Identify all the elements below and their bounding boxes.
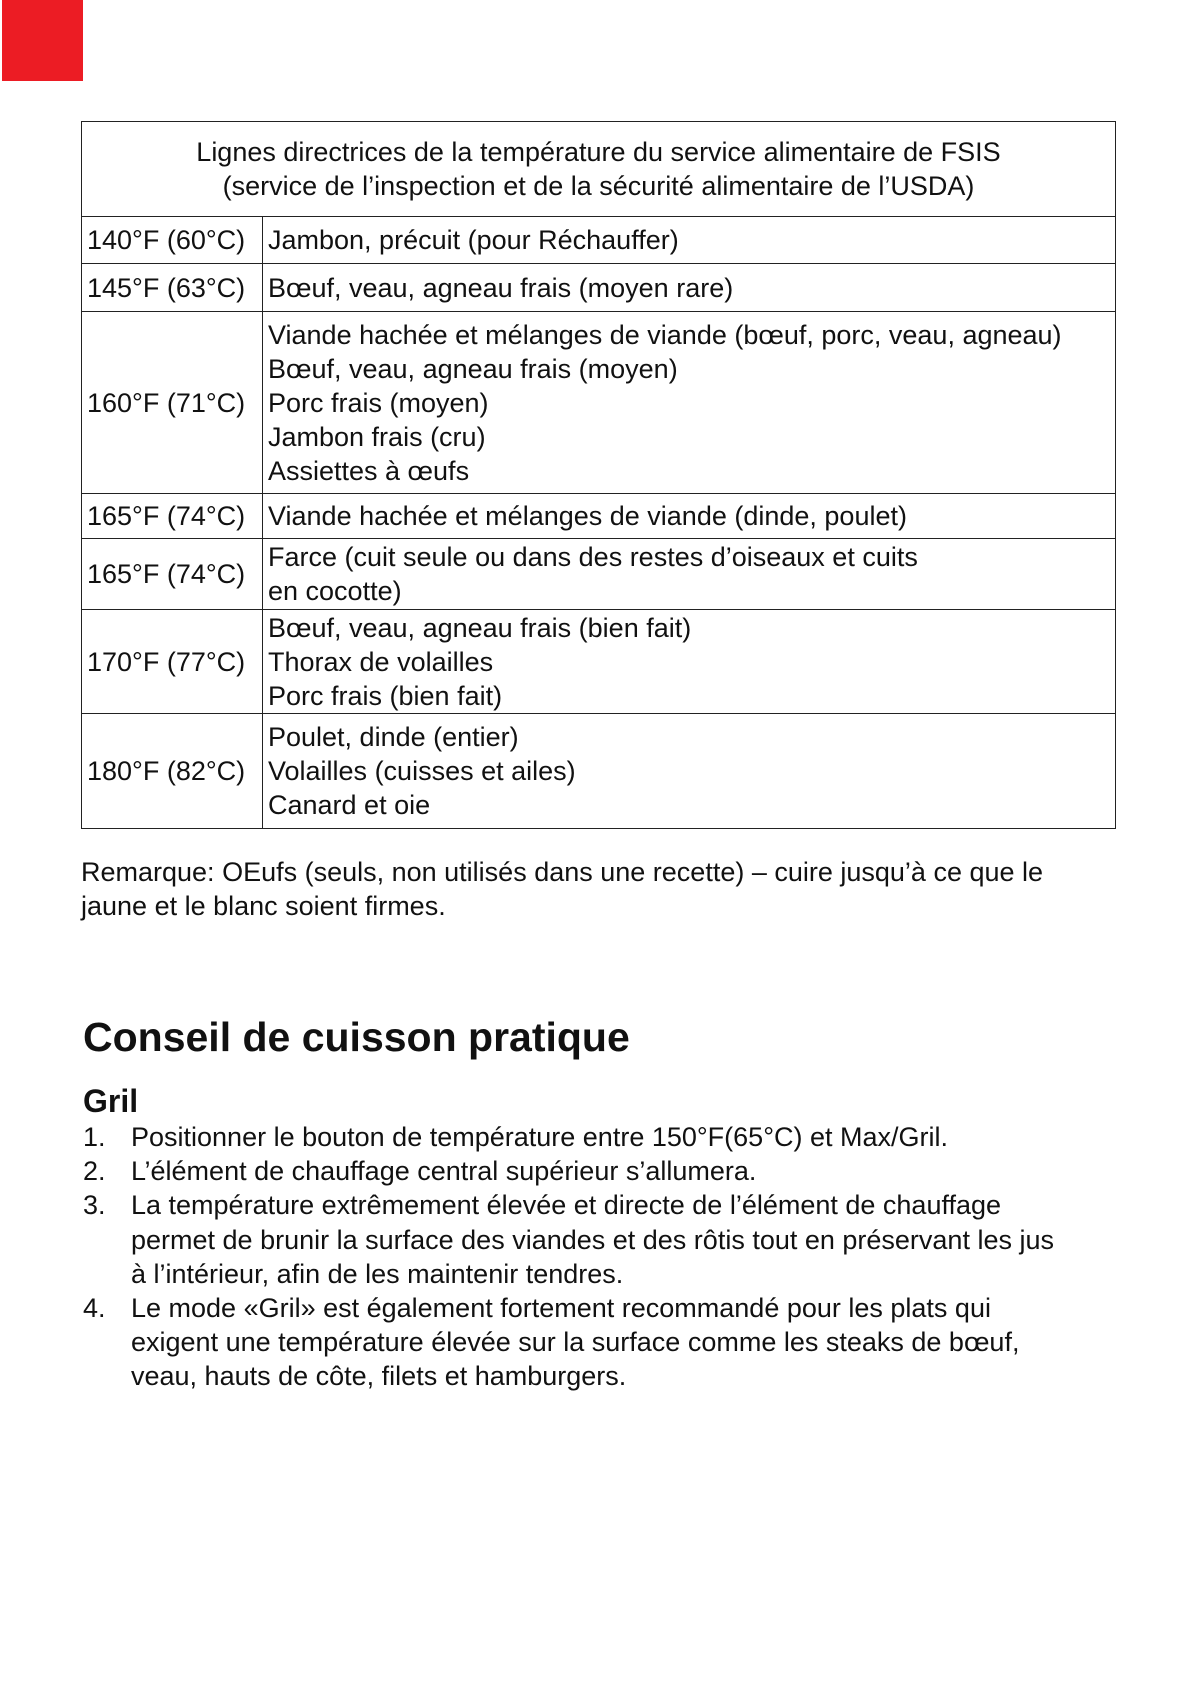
foods-cell — [263, 714, 1116, 829]
temperature-cell: 160°F (71°C) — [82, 312, 263, 494]
step-number: 1. — [83, 1122, 106, 1152]
food-item: Farce (cuit seule ou dans des restes d’oiseaux et cuits — [268, 542, 918, 572]
step-line: Le mode «Gril» est également fortement recommandé pour les plats qui — [131, 1293, 991, 1324]
food-item: Bœuf, veau, agneau frais (moyen rare) — [268, 272, 734, 303]
table-row — [82, 539, 1116, 610]
food-item: Viande hachée et mélanges de viande (bœuf, porc, veau, agneau) — [268, 319, 1062, 350]
subsection-title: Gril — [83, 1083, 139, 1119]
step-line: L’élément de chauffage central supérieur s’allumera. — [131, 1156, 757, 1187]
table-title-line: Lignes directrices de la température du service alimentaire de FSIS — [196, 137, 1001, 167]
table-header-row — [82, 122, 1116, 217]
step-line: à l’intérieur, afin de les maintenir tendres. — [131, 1258, 624, 1289]
food-item: Canard et oie — [268, 790, 431, 820]
foods-cell — [263, 539, 1116, 610]
list-item — [83, 1154, 1123, 1188]
step-line: La température extrêmement élevée et directe de l’élément de chauffage — [131, 1190, 1002, 1221]
step-text — [131, 1291, 1123, 1394]
food-item: Assiettes à œufs — [268, 455, 470, 486]
temperature-cell: 180°F (82°C) — [82, 714, 263, 829]
food-item: Bœuf, veau, agneau frais (moyen) — [268, 353, 678, 384]
table-row — [82, 264, 1116, 312]
step-number: 2. — [83, 1156, 106, 1187]
food-item: Porc frais (moyen) — [268, 387, 489, 418]
food-item: Jambon frais (cru) — [268, 421, 486, 452]
eggs-note — [81, 855, 1121, 923]
foods-cell — [263, 217, 1116, 264]
step-line: Positionner le bouton de température entre 150°F(65°C) et Max/Gril. — [131, 1122, 949, 1152]
temperature-cell: 170°F (77°C) — [82, 610, 263, 714]
food-item: Poulet, dinde (entier) — [268, 722, 519, 752]
step-text — [131, 1120, 1123, 1154]
food-item: Porc frais (bien fait) — [268, 680, 503, 711]
food-item: en cocotte) — [268, 576, 402, 606]
food-item: Volailles (cuisses et ailes) — [268, 756, 576, 786]
temperature-guidelines-table — [81, 121, 1116, 829]
note-line: jaune et le blanc soient firmes. — [81, 891, 446, 921]
grill-steps-list — [83, 1120, 1123, 1394]
table-row — [82, 217, 1116, 264]
table-title-line: (service de l’inspection et de la sécurité alimentaire de l’USDA) — [222, 171, 975, 201]
note-line: Remarque: OEufs (seuls, non utilisés dans une recette) – cuire jusqu’à ce que le — [81, 857, 1044, 887]
step-line: exigent une température élevée sur la surface comme les steaks de bœuf, — [131, 1327, 1020, 1358]
temperature-cell: 140°F (60°C) — [82, 217, 263, 264]
step-text — [131, 1154, 1123, 1188]
red-corner-tab — [2, 0, 83, 81]
step-text — [131, 1188, 1123, 1291]
temperature-cell: 165°F (74°C) — [82, 539, 263, 610]
food-item: Thorax de volailles — [268, 646, 494, 677]
foods-cell — [263, 494, 1116, 539]
section-title: Conseil de cuisson pratique — [83, 1014, 630, 1060]
table-row — [82, 610, 1116, 714]
list-item — [83, 1291, 1123, 1394]
table-row — [82, 714, 1116, 829]
foods-cell — [263, 312, 1116, 494]
foods-cell — [263, 610, 1116, 714]
temperature-cell: 145°F (63°C) — [82, 264, 263, 312]
list-item — [83, 1188, 1123, 1291]
table-row — [82, 312, 1116, 494]
step-number: 4. — [83, 1293, 106, 1324]
table-title — [82, 122, 1116, 217]
food-item: Bœuf, veau, agneau frais (bien fait) — [268, 612, 692, 643]
table-row — [82, 494, 1116, 539]
food-item: Jambon, précuit (pour Réchauffer) — [268, 225, 679, 255]
temperature-cell: 165°F (74°C) — [82, 494, 263, 539]
foods-cell — [263, 264, 1116, 312]
step-line: veau, hauts de côte, filets et hamburgers. — [131, 1361, 627, 1392]
list-item — [83, 1120, 1123, 1154]
step-line: permet de brunir la surface des viandes et des rôtis tout en préservant les jus — [131, 1224, 1054, 1255]
food-item: Viande hachée et mélanges de viande (dinde, poulet) — [268, 501, 907, 531]
step-number: 3. — [83, 1190, 106, 1221]
